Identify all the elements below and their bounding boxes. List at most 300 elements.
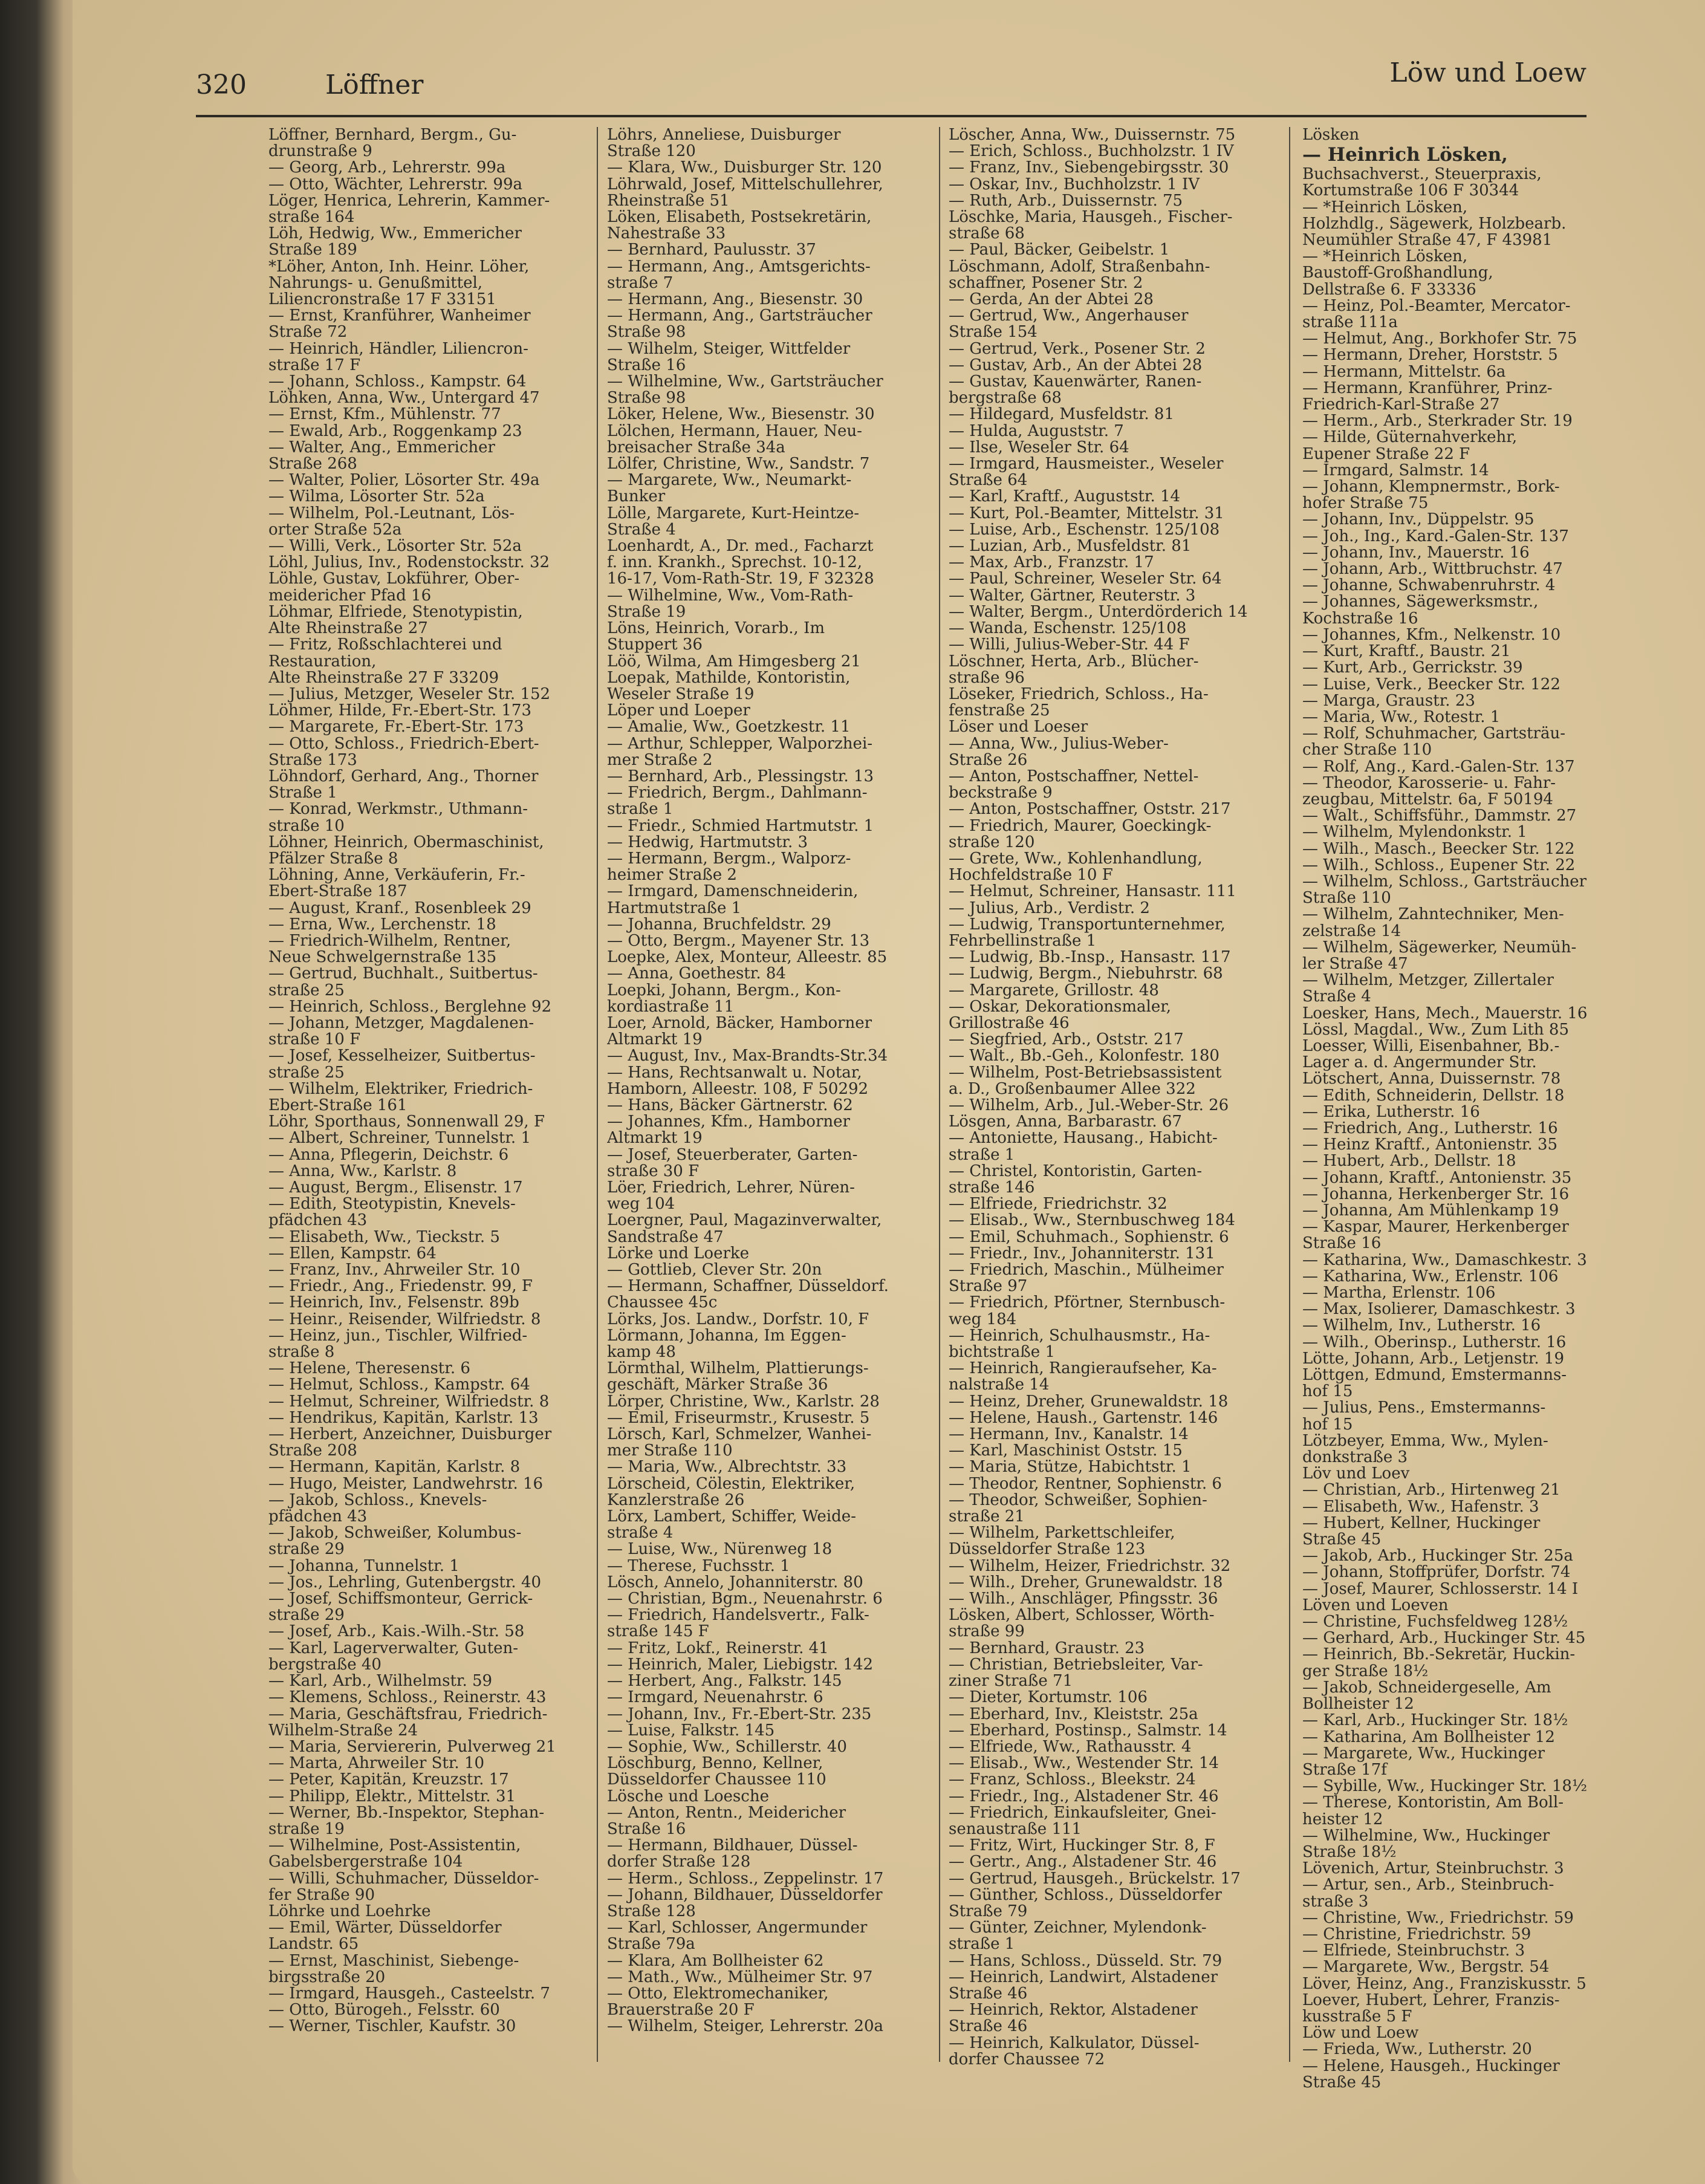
directory-entry-line: — Jakob, Schloss., Knevels-: [268, 1490, 487, 1509]
directory-entry-line: — Helene, Theresenstr. 6: [268, 1359, 470, 1378]
directory-entry-line: — Johanna, Bruchfeldstr. 29: [607, 915, 831, 934]
directory-entry-line: straße 111a: [1302, 313, 1398, 332]
directory-entry-line: Löser und Loeser: [949, 718, 1088, 736]
directory-entry-line: — Bernhard, Paulusstr. 37: [607, 241, 816, 259]
directory-entry-line: Löschburg, Benno, Kellner,: [607, 1754, 823, 1773]
directory-entry-line: Lölle, Margarete, Kurt-Heintze-: [607, 504, 860, 522]
page-number: 320: [196, 70, 247, 100]
directory-entry-line: — Emil, Friseurmstr., Krusestr. 5: [607, 1408, 870, 1427]
directory-entry-line: — Gertrud, Buchhalt., Suitbertus-: [268, 964, 538, 983]
directory-entry-line: — Konrad, Werkmstr., Uthmann-: [268, 800, 528, 819]
directory-entry-line: — Johanna, Tunnelstr. 1: [268, 1556, 460, 1575]
directory-entry-line: Löker, Helene, Ww., Biesenstr. 30: [607, 405, 875, 424]
directory-entry-line: straße 30 F: [607, 1162, 700, 1180]
directory-entry-line: Loepke, Alex, Monteur, Alleestr. 85: [607, 948, 888, 967]
directory-entry-line: hofer Straße 75: [1302, 494, 1429, 513]
directory-entry-line: Straße 1: [268, 784, 337, 802]
directory-entry-line: Löschmann, Adolf, Straßenbahn-: [949, 257, 1210, 276]
directory-entry-line: — Erna, Ww., Lerchenstr. 18: [268, 915, 496, 934]
directory-entry-line: — Helene, Hausgeh., Huckinger: [1302, 2056, 1560, 2075]
directory-entry-line: — Sybille, Ww., Huckinger Str. 18½: [1302, 1777, 1588, 1796]
directory-entry-line: Straße 208: [268, 1441, 357, 1460]
directory-entry-line: — Willi, Verk., Lösorter Str. 52a: [268, 537, 522, 556]
column-4: [1302, 127, 1632, 2153]
directory-entry-line: Lörscheid, Cölestin, Elektriker,: [607, 1474, 856, 1493]
directory-entry-line: — Walt., Schiffsführ., Dammstr. 27: [1302, 807, 1577, 825]
directory-entry-line: breisacher Straße 34a: [607, 438, 785, 457]
directory-entry-line: — Irmgard, Damenschneiderin,: [607, 882, 859, 901]
directory-entry-line: — Otto, Schloss., Friedrich-Ebert-: [268, 734, 539, 753]
directory-entry-line: Straße 154: [949, 323, 1038, 342]
directory-entry-line: — Johann, Schloss., Kampstr. 64: [268, 372, 527, 391]
directory-entry-line: — Hermann, Mittelstr. 6a: [1302, 362, 1506, 381]
directory-entry-line: — Friedrich, Maurer, Goeckingk-: [949, 816, 1212, 835]
directory-entry-line: — Frieda, Ww., Lutherstr. 20: [1302, 2040, 1532, 2059]
directory-entry-line: — Jakob, Arb., Huckinger Str. 25a: [1302, 1547, 1573, 1565]
directory-entry-line: Kortumstraße 106 F 30344: [1302, 181, 1519, 200]
directory-entry-line: — Hubert, Arb., Dellstr. 18: [1302, 1152, 1516, 1171]
directory-entry-line: Löhmer, Hilde, Fr.-Ebert-Str. 173: [268, 701, 531, 720]
directory-entry-line: — Elisab., Ww., Westender Str. 14: [949, 1754, 1219, 1773]
directory-entry-line: — Wilhelmine, Ww., Vom-Rath-: [607, 586, 854, 605]
directory-entry-line: — Helmut, Schloss., Kampstr. 64: [268, 1376, 530, 1394]
directory-entry-line: dorfer Straße 128: [607, 1853, 751, 1871]
directory-entry-line: orter Straße 52a: [268, 520, 402, 539]
directory-entry-line: — Theodor, Schweißer, Sophien-: [949, 1490, 1207, 1509]
directory-entry-line: — Otto, Elektromechaniker,: [607, 1984, 829, 2003]
directory-entry-line: Löger, Henrica, Lehrerin, Kammer-: [268, 191, 550, 210]
directory-entry-line: zeugbau, Mittelstr. 6a, F 50194: [1302, 790, 1553, 808]
directory-entry-line: Straße 46: [949, 2017, 1028, 2036]
directory-entry-line: straße 10: [268, 816, 345, 835]
directory-entry-line: — Friedrich, Ang., Lutherstr. 16: [1302, 1119, 1558, 1137]
directory-entry-line: Löv und Loev: [1302, 1464, 1410, 1483]
directory-entry-line: Löhken, Anna, Ww., Untergard 47: [268, 389, 540, 408]
column-divider: [1289, 127, 1290, 2062]
directory-entry-line: Liliencronstraße 17 F 33151: [268, 290, 496, 309]
directory-entry-line: — Anna, Goethestr. 84: [607, 964, 786, 983]
directory-entry-line: — Johanna, Am Mühlenkamp 19: [1302, 1201, 1559, 1220]
directory-entry-line: bergstraße 40: [268, 1655, 382, 1674]
directory-entry-line: — Hedwig, Hartmutstr. 3: [607, 833, 808, 851]
directory-entry-line: — Franz, Inv., Ahrweiler Str. 10: [268, 1261, 521, 1279]
directory-entry-line: — Theodor, Karosserie- u. Fahr-: [1302, 773, 1556, 792]
directory-entry-line: — Heinz, Dreher, Grunewaldstr. 18: [949, 1392, 1229, 1411]
directory-entry-line: — *Heinrich Lösken,: [1302, 198, 1468, 216]
directory-entry-line: straße 3: [1302, 1892, 1369, 1911]
directory-entry-line: — Ernst, Kfm., Mühlenstr. 77: [268, 405, 501, 424]
directory-entry-line: — Josef, Schiffsmonteur, Gerrick-: [268, 1590, 533, 1608]
directory-entry-line: pfädchen 43: [268, 1211, 368, 1230]
directory-entry-line: — Hermann, Kapitän, Karlstr. 8: [268, 1458, 521, 1477]
directory-entry-line: Ebert-Straße 161: [268, 1096, 408, 1114]
directory-entry-line: Straße 45: [1302, 1530, 1382, 1549]
directory-entry-line: Loesker, Hans, Mech., Mauerstr. 16: [1302, 1004, 1588, 1022]
directory-entry-line: straße 146: [949, 1178, 1035, 1197]
directory-entry-line: Löseker, Friedrich, Schloss., Ha-: [949, 684, 1209, 703]
directory-entry-line: — Christine, Fuchsfeldweg 128½: [1302, 1613, 1568, 1631]
directory-entry-line: — Anna, Ww., Julius-Weber-: [949, 734, 1169, 753]
directory-entry-line: — Gertr., Ang., Alstadener Str. 46: [949, 1853, 1217, 1871]
header-rule: [196, 115, 1586, 117]
directory-entry-line: — Hermann, Ang., Gartsträucher: [607, 307, 872, 325]
directory-entry-line: Straße 120: [607, 142, 696, 161]
directory-entry-line: Löer, Friedrich, Lehrer, Nüren-: [607, 1178, 855, 1197]
directory-entry-line: — Wilh., Anschläger, Pfingsstr. 36: [949, 1590, 1218, 1608]
directory-entry-line: senaustraße 111: [949, 1819, 1082, 1838]
directory-entry-line: straße 99: [949, 1622, 1025, 1641]
directory-entry-line: — Elisabeth, Ww., Hafenstr. 3: [1302, 1497, 1539, 1516]
directory-entry-line: Neue Schwelgernstraße 135: [268, 948, 497, 967]
directory-entry-line: straße 29: [268, 1606, 345, 1625]
directory-entry-line: Düsseldorfer Chaussee 110: [607, 1770, 827, 1789]
directory-entry-line: dorfer Chaussee 72: [949, 2050, 1105, 2069]
directory-entry-line: straße 7: [607, 273, 674, 292]
directory-entry-line: straße 120: [949, 833, 1035, 851]
directory-entry-line: — Heinrich, Kalkulator, Düssel-: [949, 2033, 1200, 2052]
directory-entry-line: — Fritz, Lokf., Reinerstr. 41: [607, 1639, 829, 1657]
directory-entry-line: Altmarkt 19: [607, 1129, 703, 1148]
directory-entry-line: — August, Bergm., Elisenstr. 17: [268, 1178, 523, 1197]
directory-entry-line: Straße 4: [1302, 987, 1371, 1006]
directory-entry-line: — Irmgard, Neuenahrstr. 6: [607, 1688, 823, 1707]
directory-entry-line: — Julius, Arb., Verdistr. 2: [949, 899, 1150, 917]
directory-entry-line: — Ludwig, Bergm., Niebuhrstr. 68: [949, 964, 1223, 983]
directory-entry-line: — Eberhard, Postinsp., Salmstr. 14: [949, 1721, 1227, 1740]
directory-entry-line: — Friedrich, Bergm., Dahlmann-: [607, 784, 868, 802]
directory-entry-line: — Hermann, Dreher, Horststr. 5: [1302, 346, 1558, 365]
directory-entry-line: heimer Straße 2: [607, 866, 737, 885]
directory-entry-line: Straße 19: [607, 602, 686, 621]
directory-entry-line: — Marga, Graustr. 23: [1302, 691, 1475, 710]
directory-entry-line: — Hendrikus, Kapitän, Karlstr. 13: [268, 1408, 539, 1427]
directory-entry-line: Straße 128: [607, 1902, 696, 1920]
directory-entry-line: Loever, Hubert, Lehrer, Franzis-: [1302, 1991, 1560, 2009]
directory-entry-line: straße 1: [949, 1145, 1015, 1164]
directory-entry-line: — Wilhelm, Mylendonkstr. 1: [1302, 823, 1527, 842]
directory-entry-line: — Julius, Pens., Emstermanns-: [1302, 1399, 1546, 1417]
directory-entry-line: Löttgen, Edmund, Emstermanns-: [1302, 1366, 1567, 1385]
directory-entry-line: — Heinrich, Inv., Felsenstr. 89b: [268, 1293, 519, 1312]
directory-entry-line: Löhrs, Anneliese, Duisburger: [607, 127, 841, 144]
directory-entry-line: Straße 79: [949, 1902, 1028, 1920]
directory-entry-line: — Christian, Arb., Hirtenweg 21: [1302, 1481, 1560, 1500]
directory-entry-line: — Wanda, Eschenstr. 125/108: [949, 619, 1187, 638]
directory-entry-line: Bollheister 12: [1302, 1695, 1414, 1714]
directory-entry-line: straße 19: [268, 1819, 345, 1838]
directory-entry-line: — Heinrich Lösken,: [1302, 144, 1508, 166]
directory-entry-line: — Katharina, Am Bollheister 12: [1302, 1727, 1555, 1746]
directory-entry-line: kordiastraße 11: [607, 997, 735, 1016]
directory-entry-line: Loepak, Mathilde, Kontoristin,: [607, 668, 851, 687]
column-2: [607, 127, 937, 2153]
directory-entry-line: — Johann, Metzger, Magdalenen-: [268, 1013, 534, 1032]
directory-entry-line: — Otto, Wächter, Lehrerstr. 99a: [268, 175, 522, 193]
directory-entry-line: 16-17, Vom-Rath-Str. 19, F 32328: [607, 570, 874, 588]
directory-entry-line: f. inn. Krankh., Sprechst. 10-12,: [607, 553, 863, 572]
directory-entry-line: ler Straße 47: [1302, 954, 1408, 973]
directory-entry-line: — Joh., Ing., Kard.-Galen-Str. 137: [1302, 527, 1569, 545]
directory-entry-line: — Herbert, Anzeichner, Duisburger: [268, 1425, 552, 1444]
directory-entry-line: Straße 4: [607, 520, 676, 539]
directory-entry-line: — Wilhelm, Parkettschleifer,: [949, 1524, 1175, 1542]
directory-entry-line: Straße 16: [607, 1819, 686, 1838]
directory-entry-line: — Hans, Schloss., Düsseld. Str. 79: [949, 1951, 1223, 1970]
directory-entry-line: straße 10 F: [268, 1030, 361, 1049]
directory-entry-line: — Grete, Ww., Kohlenhandlung,: [949, 849, 1203, 868]
directory-entry-line: — Johanna, Herkenberger Str. 16: [1302, 1185, 1570, 1203]
directory-entry-line: Loesser, Willi, Eisenbahner, Bb.-: [1302, 1036, 1560, 1055]
directory-entry-line: — Maria, Ww., Rotestr. 1: [1302, 707, 1501, 726]
directory-entry-line: — Wilhelm, Metzger, Zillertaler: [1302, 971, 1554, 990]
directory-entry-line: — Gottlieb, Clever Str. 20n: [607, 1261, 822, 1279]
directory-entry-line: Loepki, Johann, Bergm., Kon-: [607, 981, 841, 999]
directory-entry-line: Pfälzer Straße 8: [268, 849, 398, 868]
directory-entry-line: — Hans, Rechtsanwalt u. Notar,: [607, 1063, 862, 1082]
directory-entry-line: Straße 97: [949, 1277, 1028, 1296]
directory-entry-line: — Gerda, An der Abtei 28: [949, 290, 1154, 309]
directory-entry-line: straße 164: [268, 208, 355, 227]
directory-entry-line: — Kaspar, Maurer, Herkenberger: [1302, 1218, 1569, 1237]
directory-entry-line: — Wilh., Dreher, Grunewaldstr. 18: [949, 1573, 1223, 1591]
directory-entry-line: Ebert-Straße 187: [268, 882, 408, 901]
directory-entry-line: hof 15: [1302, 1382, 1353, 1401]
directory-entry-line: — Johann, Inv., Düppelstr. 95: [1302, 510, 1534, 529]
directory-entry-line: Lörmann, Johanna, Im Eggen-: [607, 1326, 846, 1345]
directory-entry-line: — Ewald, Arb., Roggenkamp 23: [268, 421, 522, 440]
directory-entry-line: — Wilhelm, Sägewerker, Neumüh-: [1302, 938, 1577, 957]
directory-entry-line: — Wilh., Oberinsp., Lutherstr. 16: [1302, 1333, 1567, 1351]
directory-entry-line: — Albert, Schreiner, Tunnelstr. 1: [268, 1129, 531, 1148]
directory-entry-line: mer Straße 110: [607, 1441, 733, 1460]
directory-entry-line: — Emil, Wärter, Düsseldorfer: [268, 1919, 502, 1937]
directory-entry-line: — Karl, Kraftf., Auguststr. 14: [949, 487, 1181, 506]
directory-entry-line: — Kurt, Arb., Gerrickstr. 39: [1302, 658, 1523, 677]
directory-entry-line: Baustoff-Großhandlung,: [1302, 264, 1493, 282]
directory-entry-line: — Jos., Lehrling, Gutenbergstr. 40: [268, 1573, 542, 1591]
directory-entry-line: Löhle, Gustav, Lokführer, Ober-: [268, 570, 520, 588]
directory-entry-line: — Edith, Schneiderin, Dellstr. 18: [1302, 1086, 1565, 1105]
directory-entry-line: — Heinz, Pol.-Beamter, Mercator-: [1302, 296, 1571, 315]
directory-entry-line: Straße 110: [1302, 889, 1391, 908]
directory-entry-line: — Hildegard, Musfeldstr. 81: [949, 405, 1175, 424]
directory-entry-line: — Franz, Schloss., Bleekstr. 24: [949, 1770, 1196, 1789]
directory-entry-line: — Helmut, Schreiner, Hansastr. 111: [949, 882, 1236, 901]
directory-entry-line: — Oskar, Dekorationsmaler,: [949, 997, 1172, 1016]
directory-entry-line: Löhndorf, Gerhard, Ang., Thorner: [268, 767, 539, 785]
directory-entry-line: — Heinrich, Bb.-Sekretär, Huckin-: [1302, 1645, 1576, 1664]
directory-entry-line: — Heinz Kraftf., Antonienstr. 35: [1302, 1136, 1558, 1154]
directory-entry-line: kamp 48: [607, 1343, 676, 1362]
directory-entry-line: — Klara, Am Bollheister 62: [607, 1951, 824, 1970]
directory-entry-line: Nahrungs- u. Genußmittel,: [268, 273, 483, 292]
directory-entry-line: — Marta, Ahrweiler Str. 10: [268, 1754, 485, 1773]
directory-entry-line: — Margarete, Fr.-Ebert-Str. 173: [268, 718, 524, 736]
directory-entry-line: Loenhardt, A., Dr. med., Facharzt: [607, 537, 874, 556]
directory-entry-line: — *Heinrich Lösken,: [1302, 247, 1468, 266]
directory-entry-line: — Wilhelm, Steiger, Wittfelder: [607, 339, 851, 358]
directory-entry-line: Löschke, Maria, Hausgeh., Fischer-: [949, 208, 1233, 227]
directory-entry-line: — Emil, Schuhmach., Sophienstr. 6: [949, 1227, 1229, 1246]
directory-entry-line: Löscher, Anna, Ww., Duissernstr. 75: [949, 127, 1236, 144]
directory-entry-line: Löns, Heinrich, Vorarb., Im: [607, 619, 825, 638]
directory-entry-line: — Irmgard, Hausgeh., Casteelstr. 7: [268, 1984, 550, 2003]
directory-entry-line: Löw und Loew: [1302, 2024, 1419, 2043]
directory-entry-line: donkstraße 3: [1302, 1448, 1408, 1467]
directory-entry-line: Wilhelm-Straße 24: [268, 1721, 418, 1740]
directory-entry-line: Straße 16: [1302, 1234, 1382, 1253]
directory-entry-line: — Max, Isolierer, Damaschkestr. 3: [1302, 1300, 1576, 1319]
directory-entry-line: — Irmgard, Hausmeister., Weseler: [949, 455, 1224, 473]
directory-entry-line: — Amalie, Ww., Goetzkestr. 11: [607, 718, 851, 736]
directory-entry-line: — Jakob, Schneidergeselle, Am: [1302, 1678, 1551, 1697]
directory-entry-line: — Wilh., Schloss., Eupener Str. 22: [1302, 856, 1576, 874]
directory-entry-line: — Friedrich, Pförtner, Sternbusch-: [949, 1293, 1226, 1312]
directory-entry-line: — Herm., Arb., Sterkrader Str. 19: [1302, 412, 1573, 431]
directory-entry-line: beckstraße 9: [949, 784, 1053, 802]
directory-entry-line: Holzhdlg., Sägewerk, Holzbearb.: [1302, 214, 1567, 233]
directory-entry-line: — Hubert, Kellner, Huckinger: [1302, 1513, 1541, 1532]
directory-entry-line: Alte Rheinstraße 27 F 33209: [268, 668, 499, 687]
directory-entry-line: Straße 189: [268, 241, 357, 259]
directory-entry-line: straße 1: [949, 1935, 1015, 1954]
directory-entry-line: Lörmthal, Wilhelm, Plattierungs-: [607, 1359, 869, 1378]
directory-entry-line: straße 25: [268, 1063, 345, 1082]
directory-entry-line: bergstraße 68: [949, 389, 1062, 408]
directory-entry-line: — Wilhelmine, Ww., Huckinger: [1302, 1826, 1550, 1845]
directory-entry-line: — Wilhelm, Arb., Jul.-Weber-Str. 26: [949, 1096, 1229, 1114]
directory-entry-line: — Willi, Schuhmacher, Düsseldor-: [268, 1869, 539, 1888]
directory-entry-line: — Johann, Klempnermstr., Bork-: [1302, 478, 1560, 496]
directory-entry-line: Lötschert, Anna, Duissernstr. 78: [1302, 1070, 1561, 1088]
directory-entry-line: — Ernst, Kranführer, Wanheimer: [268, 307, 531, 325]
directory-entry-line: — Artur, sen., Arb., Steinbruch-: [1302, 1876, 1554, 1894]
directory-entry-line: Lörx, Lambert, Schiffer, Weide-: [607, 1507, 856, 1526]
directory-entry-line: Lager a. d. Angermunder Str.: [1302, 1053, 1537, 1072]
directory-entry-line: — Rolf, Schuhmacher, Gartsträu-: [1302, 724, 1565, 743]
directory-entry-line: — Dieter, Kortumstr. 106: [949, 1688, 1148, 1707]
directory-entry-line: — Wilhelm, Schloss., Gartsträucher: [1302, 872, 1587, 891]
directory-entry-line: meidericher Pfad 16: [268, 586, 432, 605]
directory-entry-line: — Anna, Ww., Karlstr. 8: [268, 1162, 457, 1180]
directory-entry-line: — Heinrich, Schloss., Berglehne 92: [268, 997, 552, 1016]
directory-entry-line: Löhr, Sporthaus, Sonnenwall 29, F: [268, 1113, 545, 1131]
directory-entry-line: — Ludwig, Transportunternehmer,: [949, 915, 1226, 934]
directory-entry-line: Löhner, Heinrich, Obermaschinist,: [268, 833, 544, 851]
directory-entry-line: — Josef, Kesselheizer, Suitbertus-: [268, 1047, 536, 1065]
directory-entry-line: — Elfriede, Friedrichstr. 32: [949, 1195, 1168, 1214]
directory-entry-line: — Helmut, Schreiner, Wilfriedstr. 8: [268, 1392, 550, 1411]
directory-entry-line: — Hermann, Bergm., Walporz-: [607, 849, 851, 868]
directory-entry-line: — Hermann, Inv., Kanalstr. 14: [949, 1425, 1189, 1444]
directory-entry-line: — Christel, Kontoristin, Garten-: [949, 1162, 1203, 1180]
directory-entry-line: — Wilhelm, Pol.-Leutnant, Lös-: [268, 504, 515, 522]
directory-entry-line: — Kurt, Kraftf., Baustr. 21: [1302, 642, 1511, 661]
directory-entry-line: — Johann, Inv., Fr.-Ebert-Str. 235: [607, 1705, 872, 1723]
directory-entry-line: — Martha, Erlenstr. 106: [1302, 1284, 1496, 1302]
directory-entry-line: Lölchen, Hermann, Hauer, Neu-: [607, 421, 862, 440]
directory-entry-line: Löhmar, Elfriede, Stenotypistin,: [268, 602, 523, 621]
directory-entry-line: — Karl, Arb., Huckinger Str. 18½: [1302, 1711, 1568, 1730]
directory-entry-line: Kochstraße 16: [1302, 609, 1418, 628]
directory-entry-line: Straße 46: [949, 1984, 1028, 2003]
directory-entry-line: — Hermann, Bildhauer, Düssel-: [607, 1836, 858, 1855]
directory-entry-line: — Helene, Haush., Gartenstr. 146: [949, 1408, 1218, 1427]
directory-entry-line: Dellstraße 6. F 33336: [1302, 280, 1476, 299]
directory-entry-line: mer Straße 2: [607, 750, 713, 769]
directory-entry-line: Löper und Loeper: [607, 701, 750, 720]
directory-entry-line: Rheinstraße 51: [607, 191, 730, 210]
directory-entry-line: — Otto, Bergm., Mayener Str. 13: [607, 931, 870, 950]
directory-entry-line: straße 17 F: [268, 356, 361, 374]
directory-entry-line: — Max, Arb., Franzstr. 17: [949, 553, 1154, 572]
directory-entry-line: Düsseldorfer Straße 123: [949, 1540, 1146, 1559]
directory-entry-line: — Edith, Steotypistin, Knevels-: [268, 1195, 516, 1214]
directory-entry-line: — Karl, Arb., Wilhelmstr. 59: [268, 1672, 493, 1691]
directory-entry-line: — Luise, Ww., Nürenweg 18: [607, 1540, 833, 1559]
directory-entry-line: — Anton, Postschaffner, Nettel-: [949, 767, 1199, 785]
directory-entry-line: — August, Inv., Max-Brandts-Str.34: [607, 1047, 888, 1065]
directory-entry-line: — Rolf, Ang., Kard.-Galen-Str. 137: [1302, 757, 1575, 776]
directory-entry-line: — Walter, Ang., Emmericher: [268, 438, 495, 457]
directory-entry-line: straße 25: [268, 981, 345, 999]
directory-entry-line: — Friedrich, Handelsvertr., Falk-: [607, 1606, 869, 1625]
directory-entry-line: — Elfriede, Ww., Rathausstr. 4: [949, 1737, 1192, 1756]
directory-entry-line: — Gertrud, Hausgeh., Brückelstr. 17: [949, 1869, 1241, 1888]
directory-entry-line: — Luise, Falkstr. 145: [607, 1721, 775, 1740]
directory-entry-line: — Katharina, Ww., Erlenstr. 106: [1302, 1267, 1559, 1285]
column-divider: [597, 127, 598, 2062]
directory-entry-line: Löö, Wilma, Am Himgesberg 21: [607, 652, 861, 671]
directory-entry-line: — Hans, Bäcker Gärtnerstr. 62: [607, 1096, 853, 1114]
column-1: [268, 127, 598, 2153]
directory-entry-line: Stuppert 36: [607, 635, 703, 654]
directory-entry-line: Löhning, Anne, Verkäuferin, Fr.-: [268, 866, 525, 885]
directory-entry-line: Lösken: [1302, 127, 1360, 144]
directory-entry-line: — Gertrud, Ww., Angerhauser: [949, 307, 1189, 325]
directory-entry-line: Kanzlerstraße 26: [607, 1490, 745, 1509]
directory-entry-line: — Gertrud, Verk., Posener Str. 2: [949, 339, 1206, 358]
directory-entry-line: Lörke und Loerke: [607, 1244, 750, 1263]
directory-entry-line: — Johanne, Schwabenruhrstr. 4: [1302, 576, 1556, 595]
directory-entry-line: Löver, Heinz, Ang., Franziskusstr. 5: [1302, 1974, 1586, 1993]
directory-entry-line: — Christian, Betriebsleiter, Var-: [949, 1655, 1203, 1674]
directory-entry-line: Altmarkt 19: [607, 1030, 703, 1049]
directory-entry-line: Straße 17f: [1302, 1760, 1387, 1779]
directory-entry-line: — Christian, Bgm., Neuenahrstr. 6: [607, 1590, 883, 1608]
column-divider: [939, 127, 940, 2062]
directory-entry-line: Brauerstraße 20 F: [607, 2001, 755, 2020]
directory-entry-line: — Franz, Inv., Siebengebirgsstr. 30: [949, 158, 1229, 177]
directory-entry-line: — Heinrich, Händler, Liliencron-: [268, 339, 528, 358]
directory-entry-line: — Katharina, Ww., Damaschkestr. 3: [1302, 1250, 1587, 1269]
directory-entry-line: Hamborn, Alleestr. 108, F 50292: [607, 1079, 869, 1098]
directory-entry-line: — Arthur, Schlepper, Walporzhei-: [607, 734, 873, 753]
running-head-left: Löffner: [325, 70, 424, 100]
directory-entry-line: — Luise, Arb., Eschenstr. 125/108: [949, 520, 1220, 539]
directory-entry-line: Alte Rheinstraße 27: [268, 619, 428, 638]
directory-entry-line: — Hermann, Ang., Amtsgerichts-: [607, 257, 871, 276]
directory-entry-line: — Walter, Polier, Lösorter Str. 49a: [268, 471, 540, 490]
directory-entry-line: Straße 45: [1302, 2073, 1382, 2091]
directory-entry-line: Lövenich, Artur, Steinbruchstr. 3: [1302, 1859, 1564, 1878]
directory-entry-line: — Wilma, Lösorter Str. 52a: [268, 487, 485, 506]
directory-entry-line: — Fritz, Roßschlachterei und: [268, 635, 502, 654]
directory-entry-line: — Margarete, Ww., Bergstr. 54: [1302, 1958, 1550, 1977]
directory-entry-line: — Christine, Ww., Friedrichstr. 59: [1302, 1908, 1574, 1927]
directory-entry-line: — Herbert, Ang., Falkstr. 145: [607, 1672, 842, 1691]
directory-entry-line: — Heinr., Reisender, Wilfriedstr. 8: [268, 1310, 541, 1328]
